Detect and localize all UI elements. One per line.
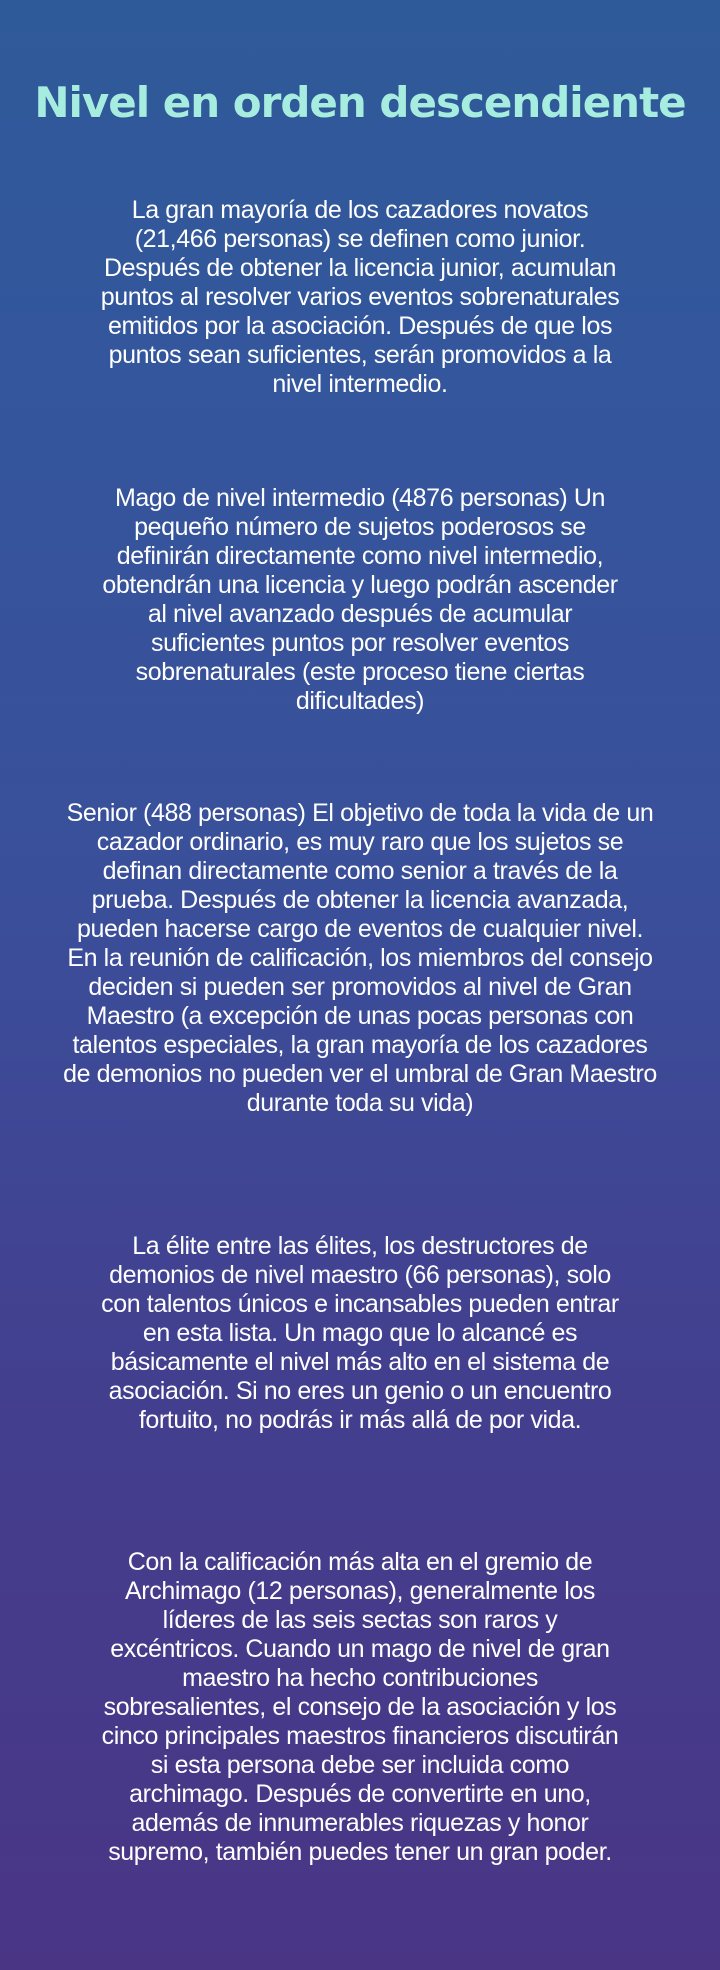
- paragraph-intermediate: Mago de nivel intermedio (4876 personas) Un pequeño número de sujetos poderosos se definirán directamente como nivel intermedio, obtendrán una licencia y luego podrán ascender al nivel avanzado después de acumular suficientes puntos por resolver eventos sobrenaturales (este proceso tiene ciertas dificultades): [102, 484, 618, 715]
- paragraph-master: La élite entre las élites, los destructores de demonios de nivel maestro (66 personas), solo con talentos únicos e incansables pueden entrar en esta lista. Un mago que lo alcancé es básicamente el nivel más alto en el sistema de asociación. Si no eres un genio o un encuentro fortuito, no podrás ir más allá de por vida.: [101, 1232, 619, 1434]
- paragraph-senior: Senior (488 personas) El objetivo de toda la vida de un cazador ordinario, es muy raro que los sujetos se definan directamente como senior a través de la prueba. Después de obtener la licencia avanzada, pueden hacerse cargo de eventos de cualquier nivel. En la reunión de calificación, los miembros del consejo deciden si pueden ser promovidos al nivel de Gran Maestro (a excepción de unas pocas personas con talentos especiales, la gran mayoría de los cazadores de demonios no pueden ver el umbral de Gran Maestro durante toda su vida): [63, 799, 657, 1117]
- paragraph-archmage: Con la calificación más alta en el gremio de Archimago (12 personas), generalmente los líderes de las seis sectas son raros y excéntricos. Cuando un mago de nivel de gran maestro ha hecho contribuciones sobresalientes, el consejo de la asociación y los cinco principales maestros financieros discutirán si esta persona debe ser incluida como archimago. Después de convertirte en uno, además de innumerables riquezas y honor supremo, también puedes tener un gran poder.: [101, 1548, 619, 1866]
- paragraph-junior: La gran mayoría de los cazadores novatos (21,466 personas) se definen como junior. Después de obtener la licencia junior, acumulan puntos al resolver varios eventos sobrenaturales emitidos por la asociación. Después de que los puntos sean suficientes, serán promovidos a la nivel intermedio.: [100, 196, 620, 398]
- page-title: Nivel en orden descendiente: [34, 78, 686, 127]
